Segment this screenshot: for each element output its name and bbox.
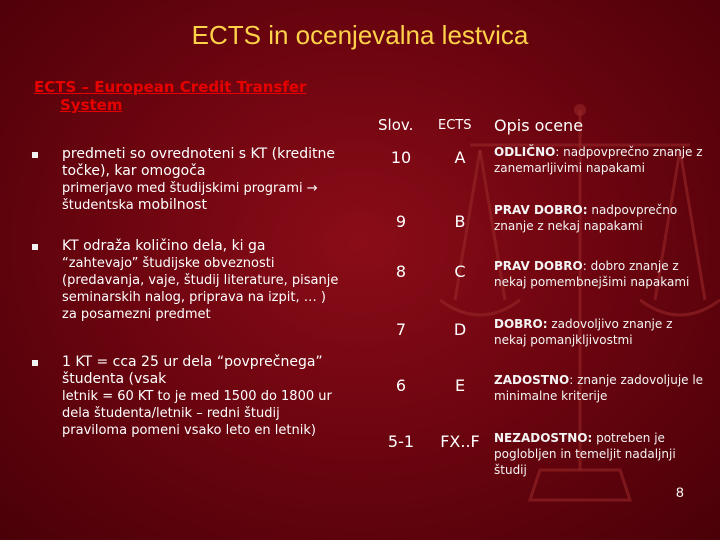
grade-name: NEZADOSTNO: <box>494 431 593 445</box>
grade-detail: : dobro znanje z nekaj pomembnejšimi napakami <box>494 259 690 289</box>
slov-grade: 10 <box>390 148 412 167</box>
grade-description <box>494 430 706 478</box>
grade-detail: : nadpovprečno znanje z zanemarljivimi napakami <box>494 145 703 175</box>
bullet-text <box>62 238 342 323</box>
page-number: 8 <box>676 484 684 500</box>
square-bullet-icon <box>32 360 38 366</box>
grade-description <box>494 202 706 234</box>
bullet-detail: primerjavo med študijskimi programi → študentska <box>62 181 318 213</box>
grade-detail: zadovoljivo znanje z nekaj pomanjkljivostmi <box>494 317 673 347</box>
ects-grade: FX..F <box>440 432 480 451</box>
ects-grade: B <box>454 212 466 231</box>
subtitle-line-1: ECTS – European Credit Transfer <box>34 78 307 96</box>
bullet-detail: letnik = 60 KT to je med 1500 do 1800 ur dela študenta/letnik – redni študij praviloma pomeni vsako leto en letnik) <box>62 389 332 438</box>
grade-name: PRAV DOBRO: <box>494 203 588 217</box>
slov-grade: 5-1 <box>387 432 415 451</box>
column-header-slov: Slov. <box>378 116 414 134</box>
grade-detail: : znanje zadovoljuje le minimalne kriterije <box>494 373 704 403</box>
bullet-after: , kar omogoča <box>105 163 206 179</box>
bullet-emphasis: 1 KT = cca 25 ur dela “povprečnega” študenta <box>62 354 323 387</box>
bullet-text <box>62 354 342 439</box>
bullet-detail-emphasis: mobilnost <box>137 197 207 213</box>
bullet-item <box>32 238 342 323</box>
ects-grade: E <box>454 376 466 395</box>
subtitle-line-2: System <box>60 96 123 114</box>
slide-title: ECTS in ocenjevalna lestvica <box>191 20 529 50</box>
grade-description <box>494 144 706 176</box>
grade-name: ODLIČNO <box>494 145 556 159</box>
slov-grade: 7 <box>395 320 407 339</box>
slov-grade: 6 <box>395 376 407 395</box>
grade-name: DOBRO: <box>494 317 548 331</box>
bullet-emphasis: KT (kreditne točke) <box>62 146 336 179</box>
grade-description <box>494 258 706 290</box>
ects-grade: C <box>454 262 466 281</box>
grade-name: ZADOSTNO <box>494 373 570 387</box>
ects-subtitle <box>34 78 344 114</box>
square-bullet-icon <box>32 244 38 250</box>
bullet-lead: predmeti so ovrednoteni s <box>62 146 251 162</box>
grade-detail: nadpovprečno znanje z nekaj napakami <box>494 203 678 233</box>
slov-grade: 9 <box>395 212 407 231</box>
grade-description <box>494 372 706 404</box>
bullet-detail: “zahtevajo” študijske obveznosti (predavanja, vaje, študij literature, pisanje seminarskih nalog, priprava na izpit, … ) za posamezni predmet <box>62 256 339 322</box>
column-header-opis: Opis ocene <box>494 116 584 135</box>
bullet-after: (vsak <box>124 371 167 387</box>
grade-name: PRAV DOBRO <box>494 259 583 273</box>
bullet-emphasis: KT odraža količino dela <box>62 238 223 254</box>
ects-grade: A <box>454 148 466 167</box>
grade-detail: potreben je poglobljen in temeljit nadaljnji študij <box>494 431 676 477</box>
column-header-ects: ECTS <box>438 118 472 133</box>
bullet-item <box>32 146 342 214</box>
square-bullet-icon <box>32 152 38 158</box>
bullet-after: , ki ga <box>222 238 266 254</box>
bullet-text <box>62 146 342 214</box>
ects-grade: D <box>453 320 467 339</box>
grade-description <box>494 316 706 348</box>
slov-grade: 8 <box>395 262 407 281</box>
bullet-item <box>32 354 342 439</box>
